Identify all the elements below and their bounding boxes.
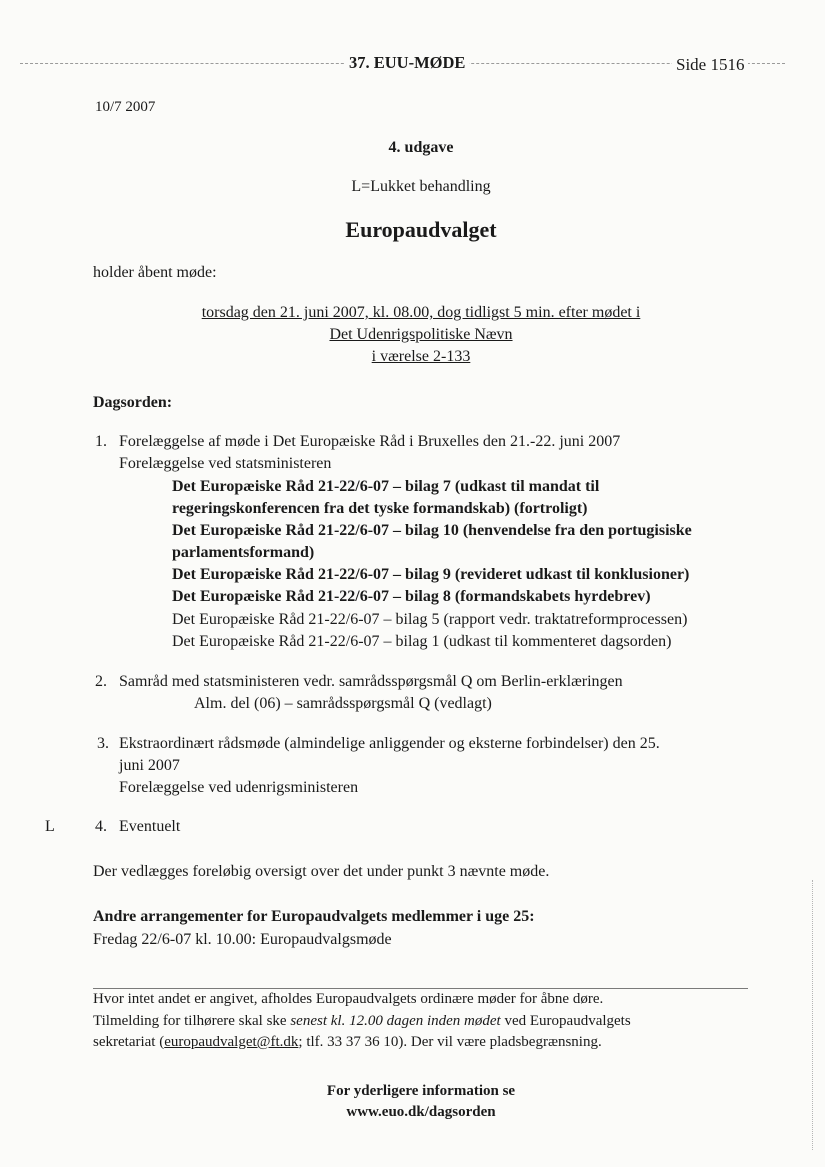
footer-line-1: Hvor intet andet er angivet, afholdes Europaudvalgets ordinære møder for åbne døre. [93,991,604,1007]
agenda-item-number: 2. [95,673,107,690]
info-line-1: For yderligere information se [326,1083,516,1099]
document-ref: regeringskonferencen fra det tyske formandskab) (fortroligt) [172,500,588,517]
footer-line-3-a: sekretariat ( [93,1034,165,1050]
agenda-item-2-title: Samråd med statsministeren vedr. samrådsspørgsmål Q om Berlin-erklæringen [119,673,623,690]
agenda-item-1-title: Forelæggelse af møde i Det Europæiske Råd i Bruxelles den 21.-22. juni 2007 [119,433,621,450]
agenda-item-3-title: Ekstraordinært rådsmøde (almindelige anliggender og eksterne forbindelser) den 25. [119,735,660,752]
closed-session-note: L=Lukket behandling [351,178,491,195]
agenda-item-number: 4. [95,818,107,835]
agenda-item-number: 1. [95,433,107,450]
agenda-heading: Dagsorden: [93,394,173,411]
agenda-item-1-subtitle: Forelæggelse ved statsministeren [119,455,332,472]
footer-line-3 [93,1034,602,1051]
document-ref: Det Europæiske Råd 21-22/6-07 – bilag 5 (rapport vedr. traktatreformprocessen) [172,611,688,628]
closed-session-marker: L [45,818,55,835]
scan-margin-dots [812,880,813,1150]
agenda-item-4-title: Eventuelt [119,818,181,835]
deadline-text: senest kl. 12.00 dagen inden mødet [290,1013,501,1029]
document-ref: Det Europæiske Råd 21-22/6-07 – bilag 1 (udkast til kommenteret dagsorden) [172,633,672,650]
meeting-number: 37. EUU-MØDE [345,53,469,73]
agenda-item-3-subtitle: Forelæggelse ved udenrigsministeren [119,779,359,796]
meeting-context: Det Udenrigspolitiske Nævn [329,326,513,343]
footer-line-2-c: ved Europaudvalgets [500,1013,631,1029]
document-ref: Alm. del (06) – samrådsspørgsmål Q (vedlagt) [194,695,492,712]
committee-title: Europaudvalget [345,217,497,242]
document-ref: Det Europæiske Råd 21-22/6-07 – bilag 7 (udkast til mandat til [172,478,600,495]
other-events-line: Fredag 22/6-07 kl. 10.00: Europaudvalgsmøde [93,931,392,948]
edition-label: 4. udgave [388,139,454,156]
footer-rule [93,988,748,989]
footer-line-3-b: ; tlf. 33 37 36 10). Der vil være pladsbegrænsning. [298,1034,602,1050]
meeting-time: torsdag den 21. juni 2007, kl. 08.00, dog tidligst 5 min. efter mødet i [201,304,641,321]
document-date: 10/7 2007 [95,99,156,115]
footer-line-2-a: Tilmelding for tilhørere skal ske [93,1013,291,1029]
agenda-item-number: 3. [97,735,109,752]
intro-text: holder åbent møde: [93,264,217,281]
agenda-item-3-title-cont: juni 2007 [119,757,180,774]
other-events-heading: Andre arrangementer for Europaudvalgets medlemmer i uge 25: [93,908,535,925]
document-ref: Det Europæiske Råd 21-22/6-07 – bilag 9 (revideret udkast til konklusioner) [172,566,690,583]
info-url[interactable]: www.euo.dk/dagsorden [346,1104,496,1120]
email-link[interactable]: europaudvalget@ft.dk [164,1034,299,1050]
page-number: Side 1516 [672,55,748,75]
document-ref: Det Europæiske Råd 21-22/6-07 – bilag 8 (formandskabets hyrdebrev) [172,588,651,605]
footer-line-2 [93,1013,631,1030]
document-ref: parlamentsformand) [172,544,315,561]
document-ref: Det Europæiske Råd 21-22/6-07 – bilag 10 (henvendelse fra den portugisiske [172,522,692,539]
attachment-note: Der vedlægges foreløbig oversigt over det under punkt 3 nævnte møde. [93,863,550,880]
meeting-room: i værelse 2-133 [371,348,471,365]
